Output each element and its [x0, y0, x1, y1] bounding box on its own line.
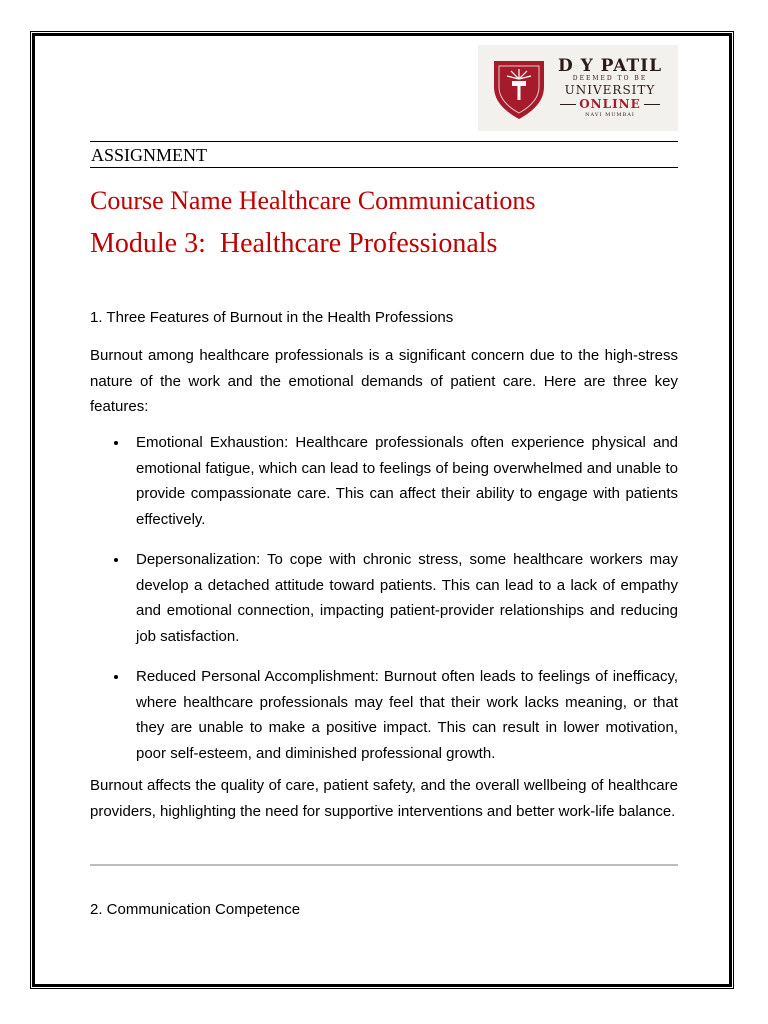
- logo-online-text: ONLINE: [579, 97, 641, 111]
- list-item: [90, 547, 678, 649]
- shield-emblem-icon: [490, 57, 548, 121]
- logo-left-line: [560, 104, 576, 105]
- bullet-icon: [114, 441, 118, 445]
- logo-right-line: [644, 104, 660, 105]
- section1-heading: 1. Three Features of Burnout in the Health Professions: [90, 309, 454, 326]
- header-bottom-rule: [90, 167, 678, 168]
- course-title: Course Name Healthcare Communications: [90, 186, 536, 215]
- list-item-text: Reduced Personal Accomplishment: Burnout often leads to feelings of inefficacy, where healthcare professionals may feel that their work lacks meaning, or that they are unable to make a positive impact. This can result in lower motivation, poor self-esteem, and diminished professional growth.: [136, 668, 678, 762]
- module-title: Module 3: Healthcare Professionals: [90, 228, 498, 259]
- section1-conclusion: Burnout affects the quality of care, patient safety, and the overall wellbeing of healthcare providers, highlighting the need for supportive interventions and better work-life balance.: [90, 777, 678, 820]
- list-item-text: Emotional Exhaustion: Healthcare professionals often experience physical and emotional fatigue, which can lead to feelings of being overwhelmed and unable to provide compassionate care. This can affect their ability to engage with patients effectively.: [136, 434, 678, 528]
- section-divider: [90, 864, 678, 866]
- section2-heading: 2. Communication Competence: [90, 901, 301, 918]
- list-item-text: Depersonalization: To cope with chronic stress, some healthcare workers may develop a detached attitude toward patients. This can lead to a lack of empathy and emotional connection, impacting patient-provider relationships and reducing job satisfaction.: [136, 551, 678, 645]
- header-top-rule: [90, 141, 678, 142]
- bullet-icon: [114, 675, 118, 679]
- logo-university-text: UNIVERSITY: [564, 83, 656, 97]
- assignment-label: ASSIGNMENT: [91, 145, 208, 165]
- list-item: [90, 664, 678, 766]
- bullet-icon: [114, 558, 118, 562]
- list-item: [90, 430, 678, 532]
- logo-brand-name: D Y PATIL: [557, 56, 663, 76]
- university-logo: [478, 45, 678, 131]
- logo-deemed-text: DEEMED TO BE: [572, 75, 648, 82]
- logo-city-text: NAVI MUMBAI: [585, 112, 635, 118]
- burnout-features-list: [90, 430, 678, 781]
- section1-intro: Burnout among healthcare professionals is a significant concern due to the high-stress nature of the work and the emotional demands of patient care. Here are three key features:: [90, 347, 678, 415]
